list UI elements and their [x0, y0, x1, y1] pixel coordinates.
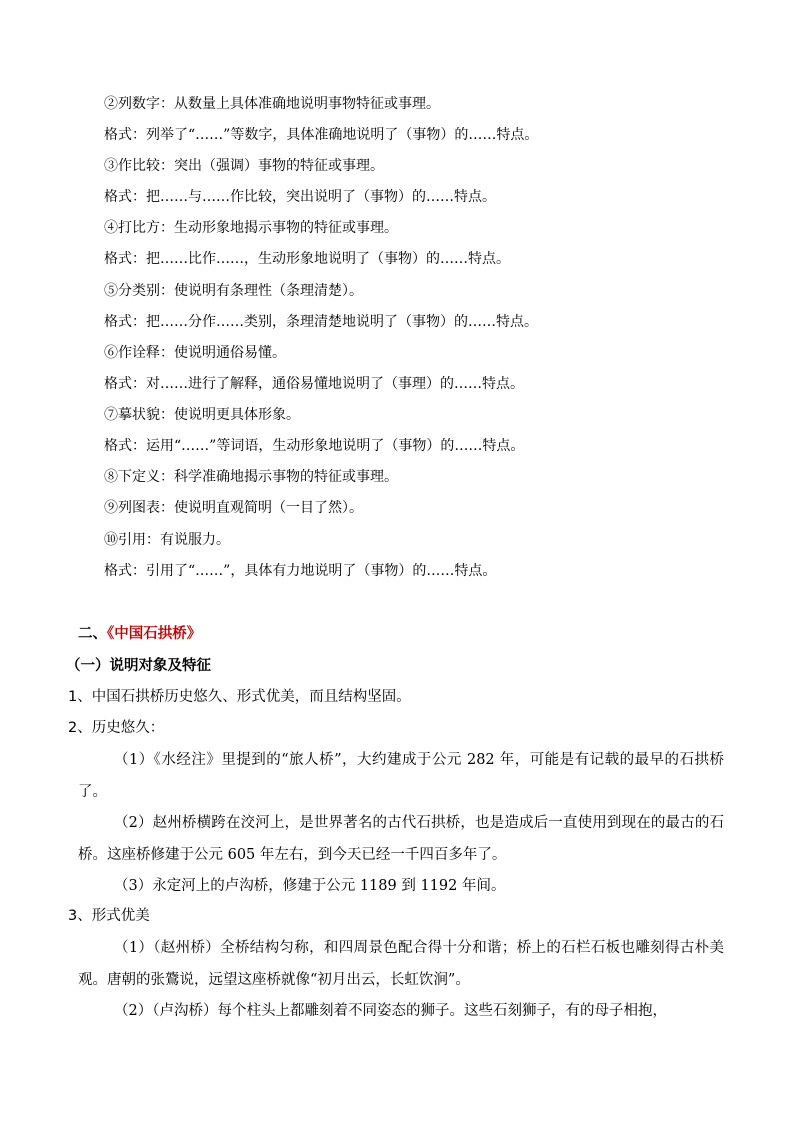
method-format-explanation: 格式：对……进行了解释，通俗易懂地说明了（事理）的……特点。 — [104, 376, 524, 392]
point-1: 1、中国石拱桥历史悠久、形式优美，而且结构坚固。 — [68, 689, 411, 705]
method-format-number: 格式：列举了“……”等数字，具体准确地说明了（事物）的……特点。 — [104, 127, 539, 143]
method-classification: ⑤分类别：使说明有条理性（条理清楚）。 — [104, 283, 363, 299]
method-format-description: 格式：运用“……”等词语，生动形象地说明了（事物）的……特点。 — [104, 438, 525, 454]
method-list-number: ②列数字：从数量上具体准确地说明事物特征或事理。 — [104, 96, 440, 112]
form-item-1: （1）（赵州桥）全桥结构匀称，和四周景色配合得十分和谐；桥上的石栏石板也雕刻得古朴美观。唐朝的张鷟说，远望这座桥就像“初月出云，长虹饮涧”。 — [78, 940, 724, 988]
method-metaphor: ④打比方：生动形象地揭示事物的特征或事理。 — [104, 220, 398, 236]
point-3: 3、形式优美 — [68, 908, 150, 924]
history-item-1: （1）《水经注》里提到的“旅人桥”，大约建成于公元 282 年，可能是有记载的最早的石拱桥了。 — [78, 752, 724, 800]
method-format-metaphor: 格式：把……比作……，生动形象地说明了（事物）的……特点。 — [104, 251, 510, 267]
method-format-comparison: 格式：把……与……作比较，突出说明了（事物）的……特点。 — [104, 189, 496, 205]
method-description: ⑦摹状貌：使说明更具体形象。 — [104, 407, 300, 423]
method-explanation: ⑥作诠释：使说明通俗易懂。 — [104, 345, 286, 361]
point-2: 2、历史悠久： — [68, 720, 165, 736]
history-item-3: （3）永定河上的卢沟桥，修建于公元 1189 到 1192 年间。 — [114, 878, 506, 894]
method-format-quotation: 格式：引用了“……”，具体有力地说明了（事物）的……特点。 — [104, 563, 497, 579]
section-heading — [78, 624, 201, 644]
section-title: 《中国石拱桥》 — [107, 625, 202, 642]
method-chart: ⑨列图表：使说明直观简明（一目了然）。 — [104, 500, 363, 516]
subsection-title: （一）说明对象及特征 — [66, 657, 211, 674]
method-quotation: ⑩引用：有说服力。 — [104, 532, 230, 548]
method-comparison: ③作比较：突出（强调）事物的特征或事理。 — [104, 158, 384, 174]
form-item-2: （2）（卢沟桥）每个柱头上都雕刻着不同姿态的狮子。这些石刻狮子，有的母子相抱， — [114, 1003, 667, 1019]
history-item-2: （2）赵州桥横跨在洨河上，是世界著名的古代石拱桥，也是造成后一直使用到现在的最古的石桥。这座桥修建于公元 605 年左右，到今天已经一千四百多年了。 — [78, 815, 724, 863]
method-definition: ⑧下定义：科学准确地揭示事物的特征或事理。 — [104, 469, 398, 485]
section-number: 二、 — [78, 625, 107, 642]
method-format-classification: 格式：把……分作……类别，条理清楚地说明了（事物）的……特点。 — [104, 314, 538, 330]
